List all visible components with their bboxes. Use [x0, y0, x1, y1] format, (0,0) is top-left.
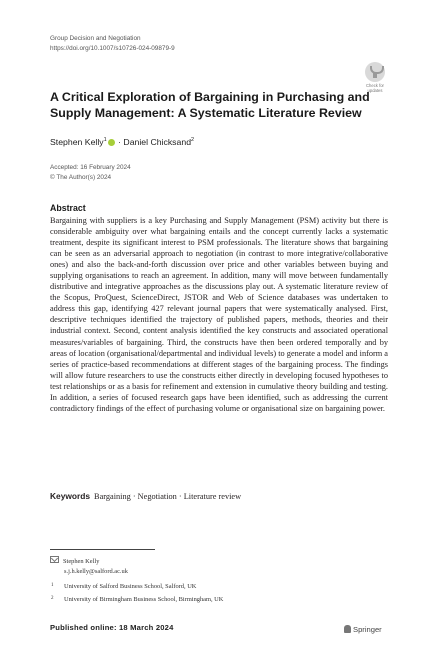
article-dates — [50, 163, 131, 183]
abstract-heading: Abstract — [50, 203, 86, 213]
keywords-list: Bargaining · Negotiation · Literature review — [94, 492, 242, 501]
publisher-logo — [344, 625, 382, 634]
mail-icon — [50, 556, 59, 563]
corresponding-email[interactable]: s.j.h.kelly@salford.ac.uk — [64, 567, 128, 575]
doi-link[interactable]: https://doi.org/10.1007/s10726-024-09879-9 — [50, 44, 175, 52]
corresponding-author: Stephen Kelly — [63, 558, 100, 565]
affiliation-text: University of Salford Business School, Salford, UK — [64, 583, 197, 590]
springer-horse-icon — [344, 625, 351, 633]
footnote-divider — [50, 549, 155, 550]
published-online-date: Published online: 18 March 2024 — [50, 623, 174, 632]
abstract-body: Bargaining with suppliers is a key Purchasing and Supply Management (PSM) activity but there is considerable ambiguity over what bargaining entails and the concept currently lacks a systematic treatment, despite its significant interest to PSM professionals. The literature shows that bargaining can be seen as an adversarial approach to negotiation (in contrast to more integrative/collaborative ones) and also the back-and-forth discussion over price and other variables between buying and supplying organisations to reach an agreement. In addition, many will move between fundamentally distributive and integrative approaches as the discussions play out. A systematic literature review of the Scopus, ProQuest, ScienceDirect, JSTOR and Web of Science databases was undertaken to address this gap, identifying 427 relevant journal papers that were systematically analysed. First, descriptive techniques identified the trajectory of published papers, methods, theories and their industrial context. Second, content analysis identified the key constructs and associated operational measures/variables of bargaining. Third, the constructs have then been ordered temporally and by areas of location (organisational/departmental and individual levels) to generate a model and inform a series of practice-based recommendations at different stages of the bargaining process. The findings will allow future researchers to use the constructs either directly in developing focused hypotheses to test relationships or as a basis for refinement and extension in cumulative theory building and testing. In addition, a series of focused research gaps have been identified, such as addressing the current contradictory findings of the effect of purchasing volume or organisational size on bargaining power. — [50, 216, 388, 413]
crossmark-badge[interactable] — [364, 62, 386, 92]
affiliation-text: University of Birmingham Business School, Birmingham, UK — [64, 596, 224, 603]
keywords-label: Keywords — [50, 491, 91, 501]
journal-name: Group Decision and Negotiation — [50, 35, 141, 42]
crossmark-label: Check for updates — [366, 83, 384, 93]
affiliation-number: 2 — [51, 596, 54, 601]
copyright-notice: © The Author(s) 2024 — [50, 174, 112, 181]
publisher-name: Springer — [353, 625, 382, 634]
author-affiliation-marker: 1 — [103, 137, 107, 144]
journal-header — [50, 34, 175, 53]
crossmark-icon — [365, 62, 385, 82]
author-separator: · — [115, 137, 124, 147]
article-title: A Critical Exploration of Bargaining in Purchasing and Supply Management: A Systematic Literature Review — [50, 90, 370, 120]
correspondence — [50, 556, 128, 576]
accepted-date: Accepted: 16 February 2024 — [50, 164, 131, 171]
author-affiliation-marker: 2 — [191, 137, 195, 144]
orcid-icon[interactable] — [108, 139, 115, 146]
affiliation-number: 1 — [51, 583, 54, 588]
author-list — [50, 137, 194, 147]
author-name[interactable]: Daniel Chicksand — [123, 137, 192, 147]
author-name[interactable]: Stephen Kelly — [50, 137, 104, 147]
keywords — [50, 491, 241, 501]
